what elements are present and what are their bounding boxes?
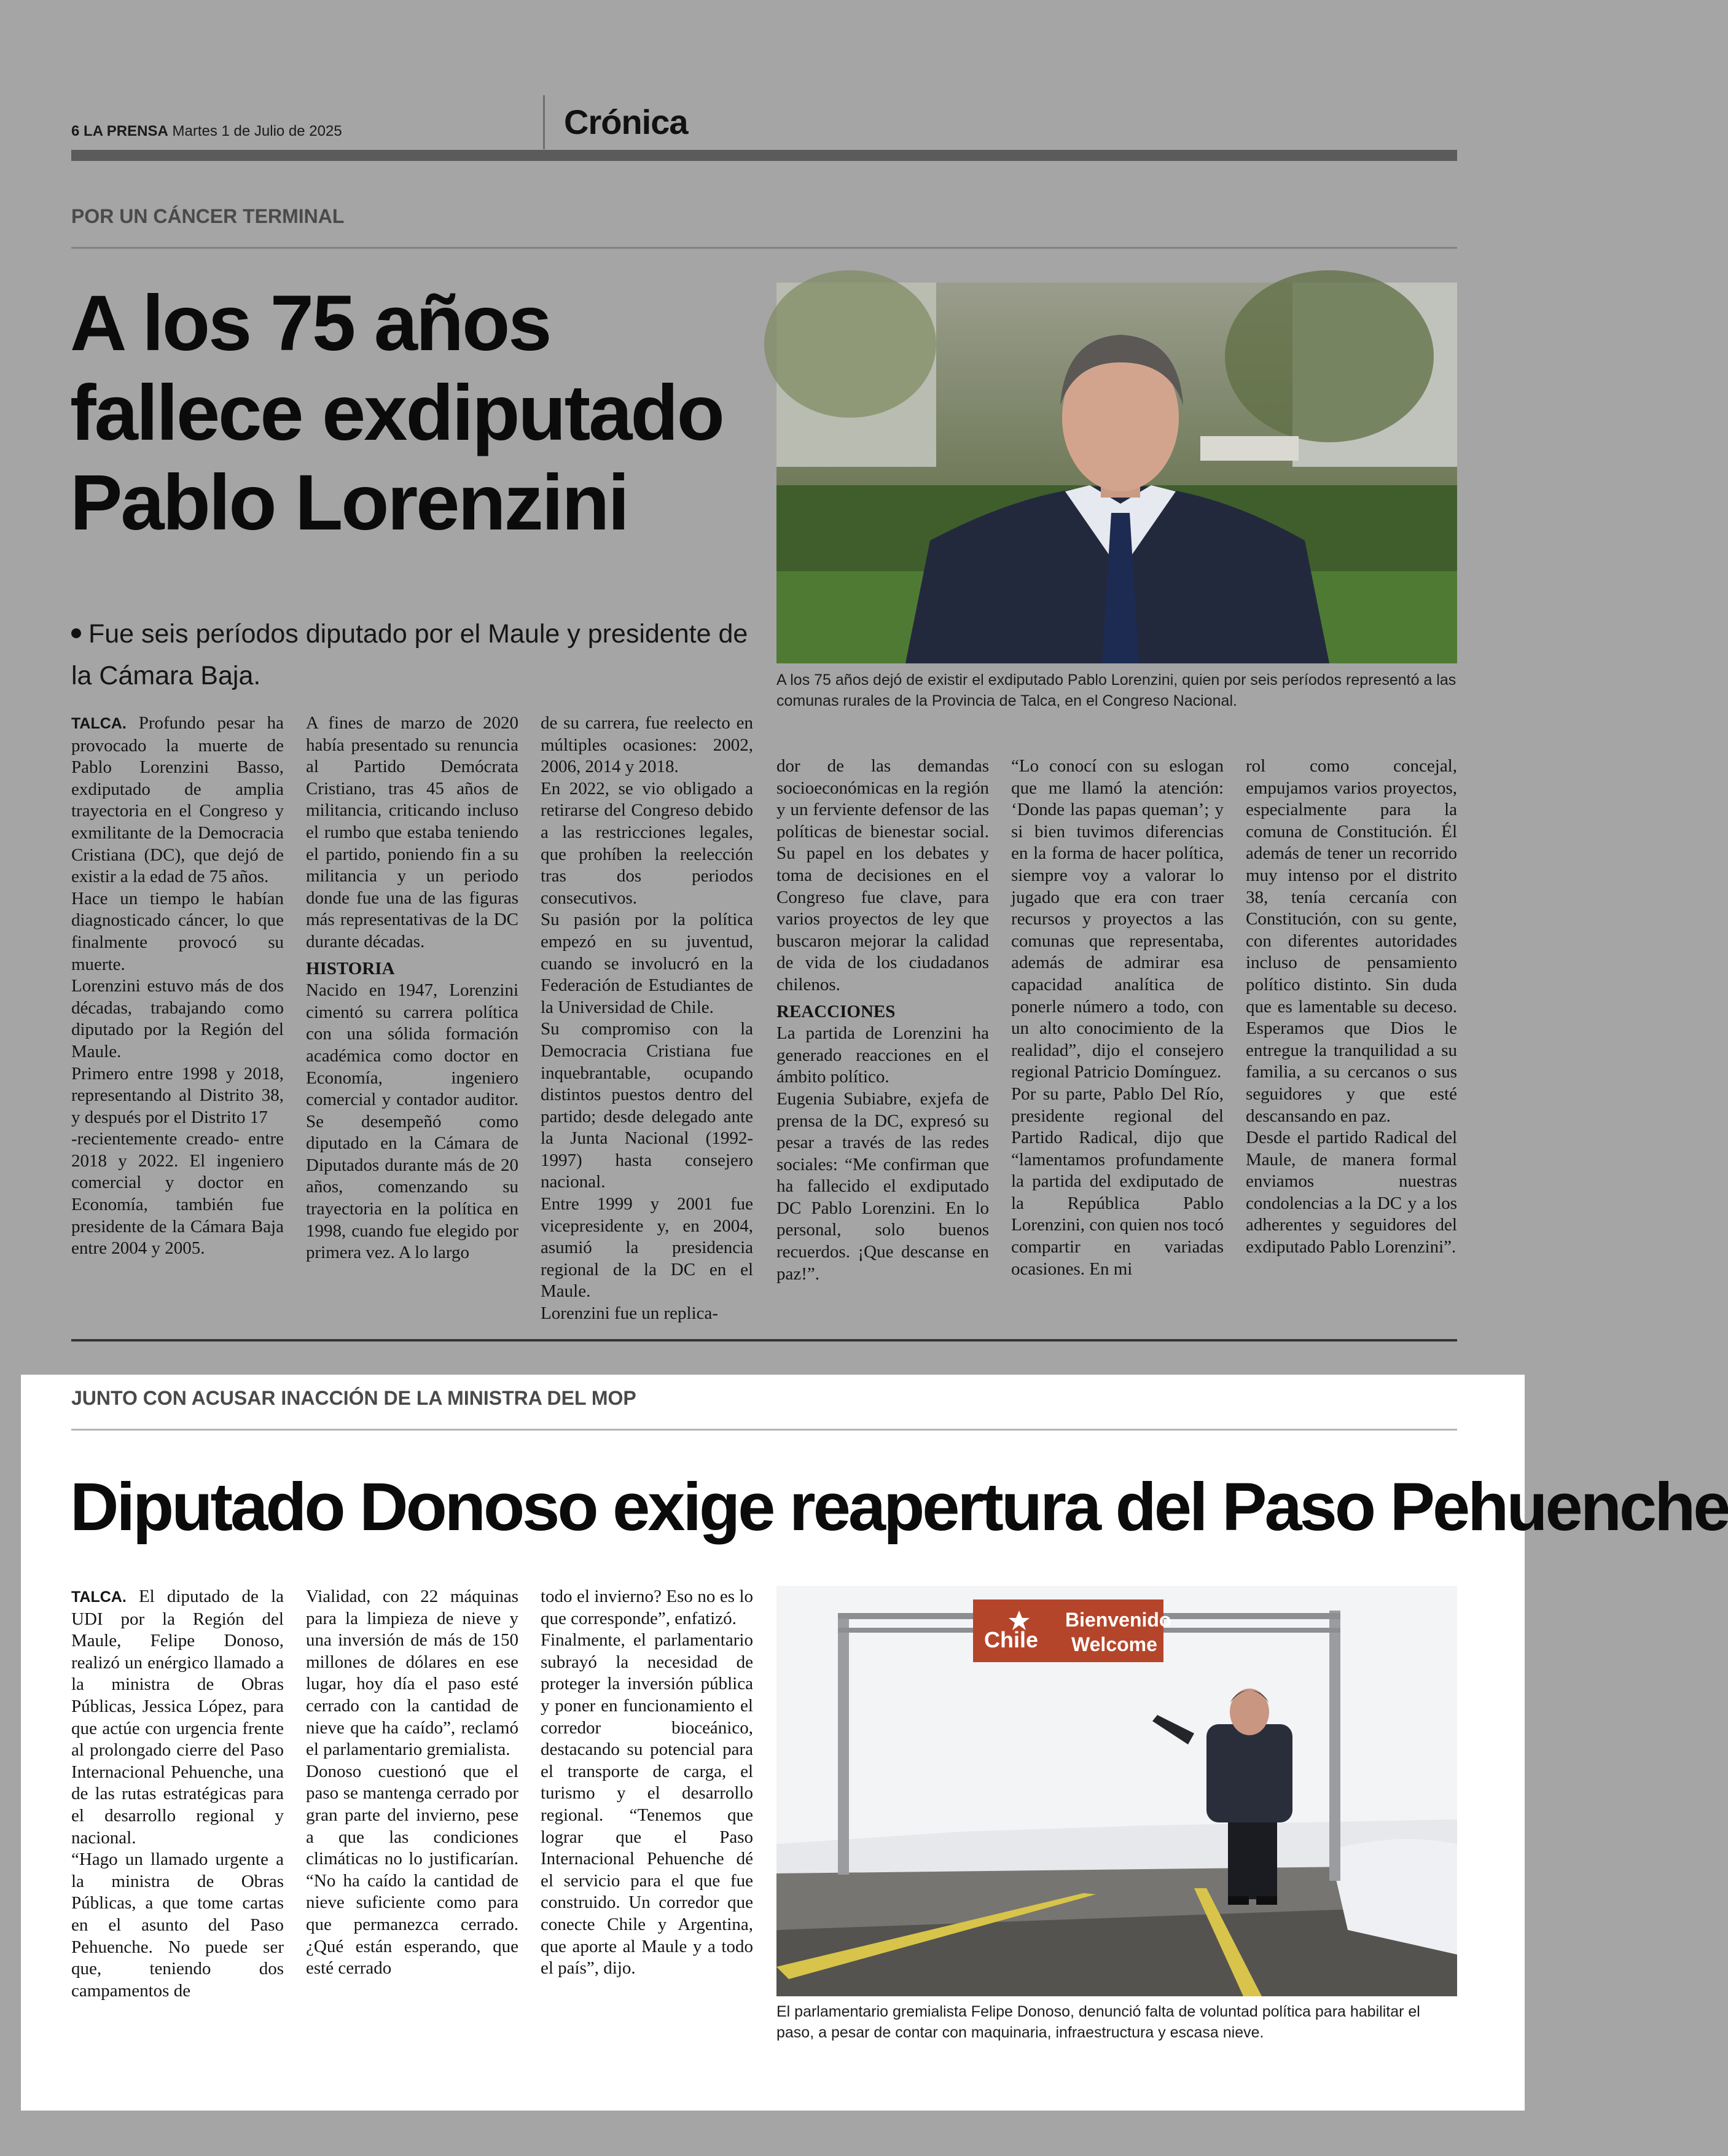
header-bar <box>71 150 1457 161</box>
article1-photo-caption: A los 75 años dejó de existir el exdiputado Pablo Lorenzini, quien por seis períodos representó a las comunas rurales de la Provincia de Talca, en el Congreso Nacional. <box>776 671 1456 709</box>
paragraph: Lorenzini estuvo más de dos décadas, trabajando como diputado por la Región del Maule. <box>71 976 284 1061</box>
headline-line: A los 75 años <box>70 279 550 367</box>
paragraph: Entre 1999 y 2001 fue vicepresidente y, en 2004, asumió la presidencia regional de la DC en el Maule. <box>541 1194 753 1302</box>
bullet-icon <box>71 628 81 638</box>
page-number: 6 <box>71 123 80 139</box>
article1-rule <box>71 247 1457 249</box>
article2-rule <box>71 1429 1457 1431</box>
article-separator <box>71 1339 1457 1342</box>
article1-kicker: POR UN CÁNCER TERMINAL <box>71 205 345 227</box>
article2-column-1 <box>71 1586 284 2002</box>
article1-column-4 <box>776 756 989 1285</box>
paragraph: “Hago un llamado urgente a la ministra de Obras Públicas, a que tome cartas en el asunto del Paso Pehuenche. No puede ser que, teniendo dos campamentos de <box>71 1849 284 2001</box>
paragraph: Hace un tiempo le habían diagnosticado cáncer, lo que finalmente provocó su muerte. <box>71 888 284 974</box>
page-header-info <box>71 123 342 140</box>
paragraph: todo el invierno? Eso no es lo que corresponde”, enfatizó. <box>541 1587 753 1628</box>
paragraph: -recientemente creado- entre 2018 y 2022. El ingeniero comercial y doctor en Economía, también fue presidente de la Cámara Baja entre 2004 y 2005. <box>71 1129 284 1259</box>
paragraph: Primero entre 1998 y 2018, representando al Distrito 38, y después por el Distrito 17 <box>71 1063 284 1127</box>
dateline: TALCA. <box>71 715 127 732</box>
headline-line: Pablo Lorenzini <box>70 459 628 547</box>
issue-date: Martes 1 de Julio de 2025 <box>172 123 342 139</box>
paragraph: Lorenzini fue un replica- <box>541 1303 719 1324</box>
section-name: Crónica <box>564 103 688 141</box>
paragraph: Profundo pesar ha provocado la muerte de Pablo Lorenzini Basso, exdiputado de amplia trayectoria en el Congreso y exmilitante de la Democracia Cristiana (DC), que dejó de existir a la edad de 75 años. <box>71 713 284 887</box>
paragraph: Donoso cuestionó que el paso se mantenga cerrado por gran parte del invierno, pese a que las condiciones climáticas no lo justificarían. “No ha caído la cantidad de nieve suficiente como para que permanezca cerrado. ¿Qué están esperando, que esté cerrado <box>306 1761 518 1978</box>
article1-column-1 <box>71 713 284 1260</box>
article1-headline <box>70 279 723 548</box>
article1-subhead <box>71 613 762 697</box>
article1-photo <box>776 283 1457 663</box>
article2-column-2 <box>306 1586 518 1980</box>
paragraph: “Lo conocí con su eslogan que me llamó la atención: ‘Donde las papas queman’; y si bien tuvimos diferencias en la forma de hacer política, siempre voy a valorar lo jugado que era con traer recursos y proyectos a las comunas que representaba, además de admirar esa capacidad analítica de ponerle número a todo, con un alto conocimiento de la realidad”, dijo el consejero regional Patricio Domínguez. <box>1011 756 1224 1082</box>
subhead-text: Fue seis períodos diputado por el Maule y presidente de la Cámara Baja. <box>71 619 748 690</box>
paragraph: Su compromiso con la Democracia Cristiana fue inquebrantable, ocupando distintos puestos dentro del partido; desde delegado ante la Junta Nacional (1992-1997) hasta consejero nacional. <box>541 1019 753 1192</box>
subheading: REACCIONES <box>776 1001 896 1021</box>
sign-line1: Bienvenido <box>1065 1609 1171 1631</box>
article1-column-6 <box>1246 756 1457 1259</box>
paragraph: El diputado de la UDI por la Región del Maule, Felipe Donoso, realizó un enérgico llamado a la ministra de Obras Públicas, Jessica López, para que actúe con urgencia frente al prolongado cierre del Paso Internacional Pehuenche, una de las rutas estratégicas para el desarrollo regional y nacional. <box>71 1587 284 1848</box>
border-crossing-image <box>776 1586 1457 1996</box>
paragraph: de su carrera, fue reelecto en múltiples ocasiones: 2002, 2006, 2014 y 2018. <box>541 713 753 777</box>
paragraph: Finalmente, el parlamentario subrayó la necesidad de proteger la inversión pública y poner en funcionamiento el corredor bioceánico, destacando su potencial para el transporte de carga, el turismo y el desarrollo regional. “Tenemos que lograr que el Paso Internacional Pehuenche dé el servicio para el que fue construido. Un corredor que conecte Chile y Argentina, que aporte al Maule y a todo el país”, dijo. <box>541 1630 753 1978</box>
portrait-image <box>776 283 1457 663</box>
sign-country: Chile <box>984 1627 1039 1652</box>
paragraph: rol como concejal, empujamos varios proyectos, especialmente para la comuna de Constitución. Él además de tener un recorrido muy intenso por el distrito 38, tenía cercanía con Constitución, con su gente, con diferentes autoridades incluso de pensamiento político distinto. Sin duda que es lamentable su deceso. Esperamos que Dios le entregue la tranquilidad a su familia, a su cercanos o sus seguidores y que esté descansando en paz. <box>1246 756 1457 1126</box>
article1-column-3 <box>541 713 753 1325</box>
article2-column-3 <box>541 1586 753 1980</box>
sign-line2: Welcome <box>1071 1633 1157 1655</box>
article2-kicker: JUNTO CON ACUSAR INACCIÓN DE LA MINISTRA DEL MOP <box>71 1387 636 1409</box>
paragraph: Vialidad, con 22 máquinas para la limpieza de nieve y una inversión de más de 150 millones de dólares en ese lugar, hoy día el paso esté cerrado con la cantidad de nieve que ha caído”, reclamó el parlamentario gremialista. <box>306 1587 518 1760</box>
dateline: TALCA. <box>71 1588 127 1606</box>
paragraph: A fines de marzo de 2020 había presentado su renuncia al Partido Demócrata Cristiano, tras 45 años de militancia, criticando incluso el rumbo que estaba teniendo el partido, poniendo fin a su militancia y un periodo donde fue una de las figuras más representativas de la DC durante décadas. <box>306 713 518 951</box>
newspaper-name: LA PRENSA <box>84 123 168 139</box>
article2-photo <box>776 1586 1457 1996</box>
paragraph: dor de las demandas socioeconómicas en la región y un ferviente defensor de las políticas de bienestar social. Su papel en los debates y toma de decisiones en el Congreso fue clave, para varios proyectos de ley que buscaron mejorar la calidad de vida de los ciudadanos chilenos. <box>776 756 989 994</box>
article2-photo-caption: El parlamentario gremialista Felipe Donoso, denunció falta de voluntad política para habilitar el paso, a pesar de contar con maquinaria, infraestructura y escasa nieve. <box>776 2003 1420 2041</box>
subheading: HISTORIA <box>306 958 395 978</box>
paragraph: Eugenia Subiabre, exjefa de prensa de la DC, expresó su pesar a través de las redes sociales: “Me confirman que ha fallecido el exdiputado DC Pablo Lorenzini. En lo personal, solo buenos recuerdos. ¡Que descanse en paz!”. <box>776 1088 989 1284</box>
article2-headline: Diputado Donoso exige reapertura del Paso Pehuenche <box>70 1469 1728 1545</box>
paragraph: En 2022, se vio obligado a retirarse del Congreso debido a las restricciones legales, que prohíben la reelección tras dos periodos consecutivos. <box>541 778 753 908</box>
paragraph: Nacido en 1947, Lorenzini cimentó su carrera política con una sólida formación académica como doctor en Economía, ingeniero comercial y contador auditor. Se desempeñó como diputado en la Cámara de Diputados durante más de 20 años, comenzando su trayectoria en la política en 1998, cuando fue elegido por primera vez. A lo largo <box>306 980 518 1263</box>
article1-column-2 <box>306 713 518 1264</box>
article1-column-5 <box>1011 756 1224 1280</box>
paragraph: La partida de Lorenzini ha generado reacciones en el ámbito político. <box>776 1023 989 1087</box>
paragraph: Su pasión por la política empezó en su juventud, cuando se involucró en la Federación de Estudiantes de la Universidad de Chile. <box>541 910 753 1017</box>
paragraph: Desde el partido Radical del Maule, de manera formal enviamos nuestras condolencias a la DC y a los adherentes y seguidores del exdiputado Pablo Lorenzini”. <box>1246 1128 1457 1257</box>
paragraph: Por su parte, Pablo Del Río, presidente regional del Partido Radical, dijo que “lamentamos profundamente la partida del exdiputado de la República Pablo Lorenzini, con quien nos tocó compartir en variadas ocasiones. En mi <box>1011 1084 1224 1279</box>
headline-line: fallece exdiputado <box>70 369 723 457</box>
header-divider <box>543 95 545 149</box>
